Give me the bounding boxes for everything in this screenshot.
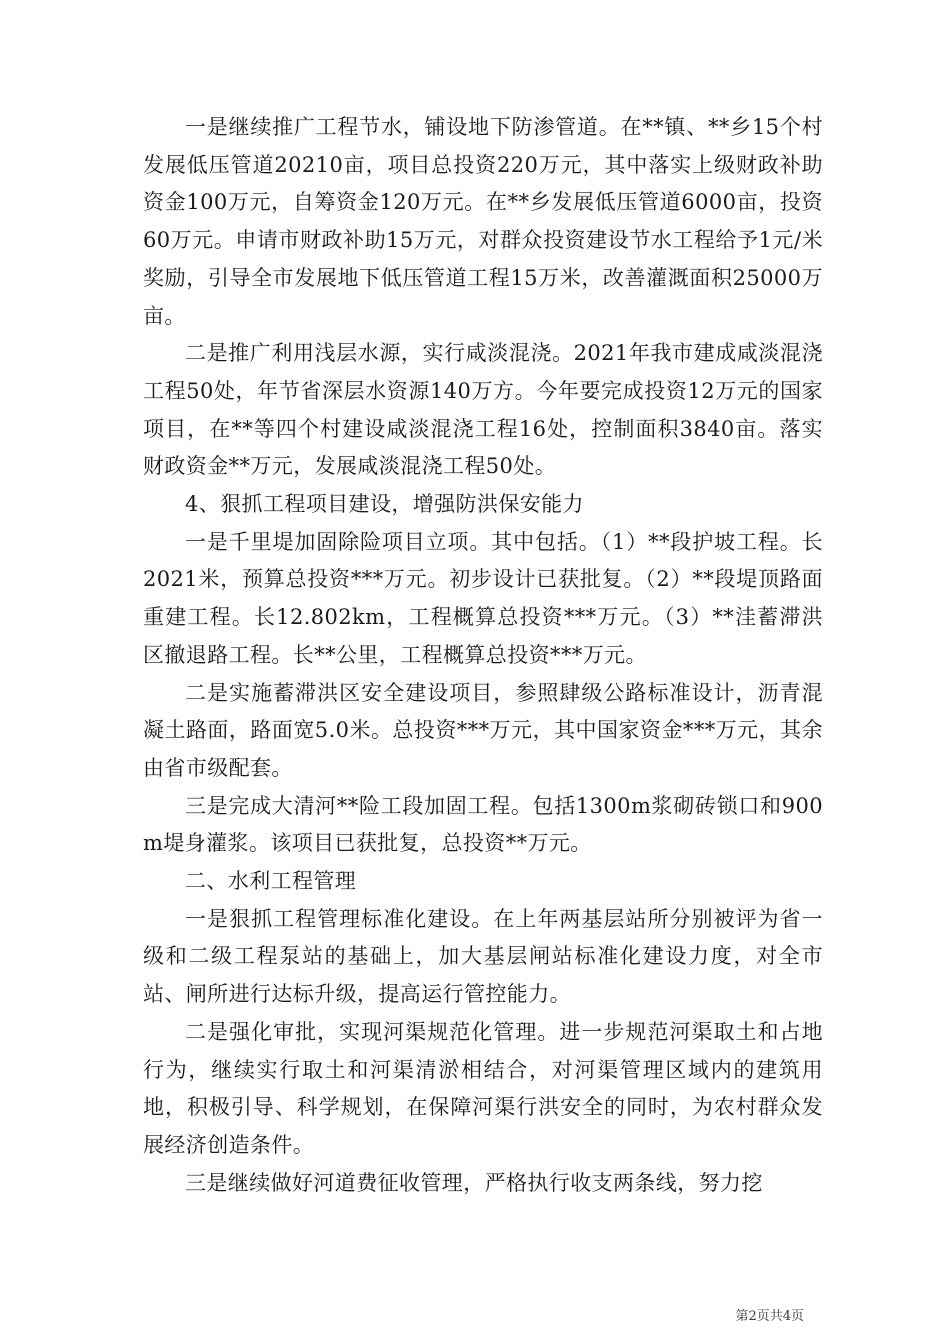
paragraph-shallow-water: 二是推广利用浅层水源，实行咸淡混浇。2021年我市建成咸淡混浇工程50处，年节省深层水资源140万方。今年要完成投资12万元的国家项目，在**等四个村建设咸淡混浇工程16处，控制面积3840亩。落实财政资金**万元，发展咸淡混浇工程50处。	[143, 341, 823, 479]
paragraph-river-fee: 三是继续做好河道费征收管理，严格执行收支两条线，努力挖	[185, 1170, 763, 1195]
paragraph-flood-storage-safety: 二是实施蓄滞洪区安全建设项目，参照肆级公路标准设计，沥青混凝土路面，路面宽5.0米。总投资***万元，其中国家资金***万元，其余由省市级配套。	[143, 680, 823, 780]
paragraph-water-saving-pipes: 一是继续推广工程节水，铺设地下防渗管道。在**镇、**乡15个村发展低压管道20210亩，项目总投资220万元，其中落实上级财政补助资金100万元，自筹资金120万元。在**乡发展低压管道6000亩，投资60万元。申请市财政补助15万元，对群众投资建设节水工程给予1元/米奖励，引导全市发展地下低压管道工程15万米，改善灌溉面积25000万亩。	[143, 115, 823, 328]
paragraph-levee-reinforcement: 一是千里堤加固除险项目立项。其中包括。（1）**段护坡工程。长2021米，预算总投资***万元。初步设计已获批复。（2）**段堤顶路面重建工程。长12.802km，工程概算总投资***万元。（3）**洼蓄滞洪区撤退路工程。长**公里，工程概算总投资***万元。	[143, 529, 823, 667]
section-heading-flood-control: 4、狠抓工程项目建设，增强防洪保安能力	[185, 492, 584, 517]
paragraph-standardization: 一是狠抓工程管理标准化建设。在上年两基层站所分别被评为省一级和二级工程泵站的基础上，加大基层闸站标准化建设力度，对全市站、闸所进行达标升级，提高运行管控能力。	[143, 906, 823, 1007]
paragraph-daqing-river: 三是完成大清河**险工段加固工程。包括1300m浆砌砖锁口和900m堤身灌浆。该项目已获批复，总投资**万元。	[143, 793, 823, 856]
section-heading-management: 二、水利工程管理	[185, 869, 357, 894]
paragraph-river-channel-approval: 二是强化审批，实现河渠规范化管理。进一步规范河渠取土和占地行为，继续实行取土和河渠清淤相结合，对河渠管理区域内的建筑用地，积极引导、科学规划，在保障河渠行洪安全的同时，为农村群众发展经济创造条件。	[143, 1019, 823, 1157]
page-number: 第2页共4页	[735, 1309, 804, 1324]
document-body	[143, 109, 823, 1202]
